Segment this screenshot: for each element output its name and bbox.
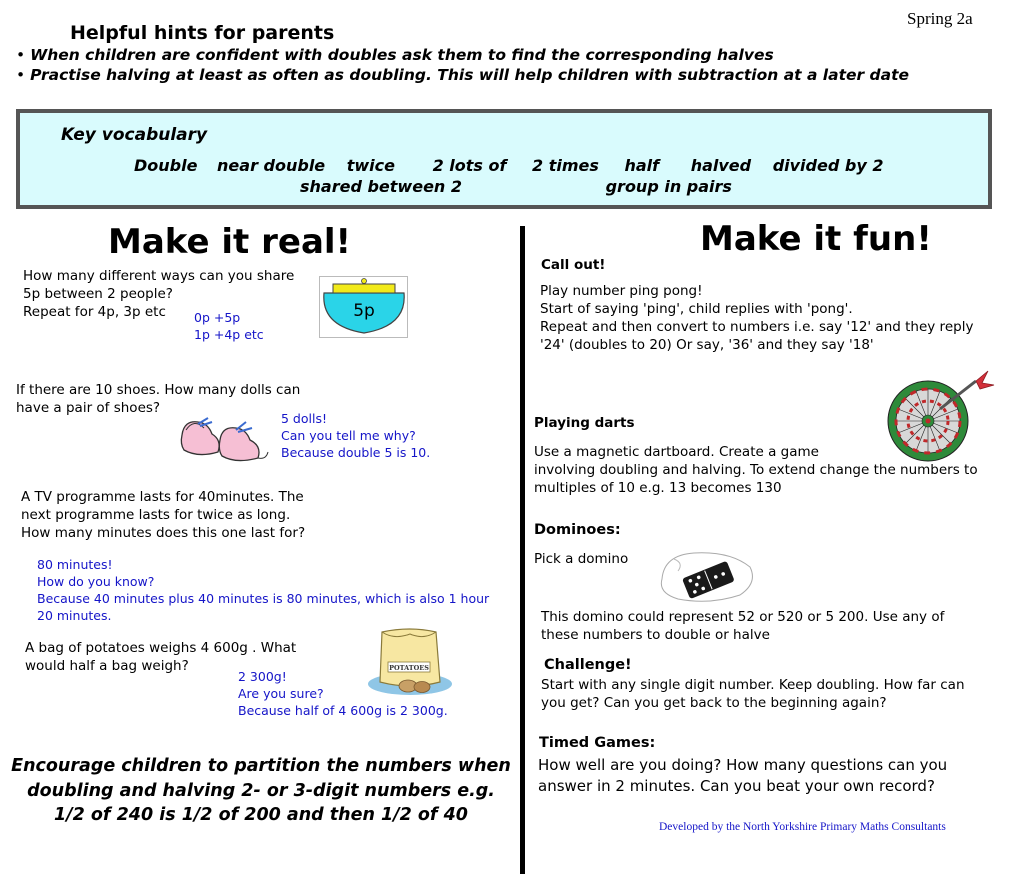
tip-line: doubling and halving 2- or 3-digit numbers e.g. bbox=[27, 780, 495, 801]
shoes-icon bbox=[178, 410, 270, 464]
question-line: How many minutes does this one last for? bbox=[21, 525, 306, 541]
text-line: Repeat and then convert to numbers i.e. say '12' and they reply bbox=[540, 319, 974, 335]
call-out-text bbox=[540, 282, 973, 354]
vocab-word: divided by 2 bbox=[772, 156, 884, 175]
question-line: next programme lasts for twice as long. bbox=[21, 507, 291, 523]
text-line: these numbers to double or halve bbox=[541, 627, 770, 643]
dominoes-intro: Pick a domino bbox=[534, 551, 629, 567]
potato-bag-label: POTATOES bbox=[389, 664, 429, 672]
question-tv-programme bbox=[21, 488, 305, 542]
dominoes-title: Dominoes: bbox=[534, 522, 621, 538]
bullet-glyph: • bbox=[16, 46, 26, 64]
tip-line: Encourage children to partition the numbers when bbox=[11, 756, 511, 776]
challenge-title: Challenge! bbox=[544, 657, 632, 673]
hint-text-2: Practise halving at least as often as doubling. This will help children with subtraction at a later date bbox=[30, 66, 910, 84]
answer-line: Because 40 minutes plus 40 minutes is 80 minutes, which is also 1 hour bbox=[37, 591, 490, 606]
make-it-fun-heading: Make it fun! bbox=[700, 219, 932, 259]
make-it-real-heading: Make it real! bbox=[108, 222, 352, 262]
corner-label: Spring 2a bbox=[907, 9, 973, 28]
credit-line: Developed by the North Yorkshire Primary Maths Consultants bbox=[659, 821, 946, 833]
challenge-text bbox=[541, 676, 965, 712]
vocab-word: 2 lots of bbox=[432, 156, 507, 175]
timed-games-text bbox=[538, 755, 947, 797]
hint-bullet-1 bbox=[16, 46, 774, 64]
vocabulary-row-2 bbox=[300, 177, 732, 196]
page-title: Helpful hints for parents bbox=[70, 22, 335, 44]
text-line: How well are you doing? How many questions can you bbox=[538, 756, 948, 774]
vocab-word: half bbox=[624, 156, 660, 175]
text-line: '24' (doubles to 20) Or say, '36' and they say '18' bbox=[540, 337, 874, 353]
question-line: If there are 10 shoes. How many dolls can bbox=[16, 382, 301, 398]
text-line: Use a magnetic dartboard. Create a game bbox=[534, 444, 819, 460]
answer-potatoes bbox=[238, 668, 448, 719]
answer-line: Because double 5 is 10. bbox=[281, 445, 431, 460]
call-out-title: Call out! bbox=[541, 257, 606, 273]
answer-line: 1p +4p etc bbox=[194, 327, 264, 342]
darts-text bbox=[534, 443, 978, 497]
question-line: A bag of potatoes weighs 4 600g . What bbox=[25, 640, 297, 656]
hint-bullet-2 bbox=[16, 66, 909, 84]
answer-line: How do you know? bbox=[37, 574, 155, 589]
answer-line: 20 minutes. bbox=[37, 608, 112, 623]
domino-icon bbox=[654, 549, 758, 603]
answer-shoes bbox=[281, 410, 430, 461]
text-line: Start with any single digit number. Keep doubling. How far can bbox=[541, 677, 965, 693]
answer-tv-programme bbox=[37, 556, 489, 624]
vocab-word: shared between 2 bbox=[300, 177, 463, 196]
answer-line: Because half of 4 600g is 2 300g. bbox=[238, 703, 448, 718]
text-line: Start of saying 'ping', child replies with 'pong'. bbox=[540, 301, 853, 317]
vocab-word: group in pairs bbox=[605, 177, 732, 196]
text-line: answer in 2 minutes. Can you beat your own record? bbox=[538, 777, 935, 795]
column-divider bbox=[520, 226, 525, 874]
answer-share-pennies bbox=[194, 309, 264, 343]
text-line: involving doubling and halving. To extend change the numbers to bbox=[534, 462, 978, 478]
answer-line: 0p +5p bbox=[194, 310, 241, 325]
text-line: you get? Can you get back to the beginning again? bbox=[541, 695, 887, 711]
vocab-word: halved bbox=[690, 156, 752, 175]
text-line: This domino could represent 52 or 520 or 5 200. Use any of bbox=[541, 609, 945, 625]
timed-games-title: Timed Games: bbox=[539, 735, 656, 751]
question-line: How many different ways can you share bbox=[23, 268, 295, 284]
vocab-word: 2 times bbox=[532, 156, 599, 175]
text-line: multiples of 10 e.g. 13 becomes 130 bbox=[534, 480, 782, 496]
question-line: 5p between 2 people? bbox=[23, 286, 173, 302]
answer-line: 5 dolls! bbox=[281, 411, 327, 426]
question-line: A TV programme lasts for 40minutes. The bbox=[21, 489, 304, 505]
tip-line: 1/2 of 240 is 1/2 of 200 and then 1/2 of 40 bbox=[54, 805, 468, 825]
partition-tip bbox=[8, 754, 514, 828]
vocab-word: Double bbox=[134, 156, 198, 175]
purse-label: 5p bbox=[353, 301, 375, 321]
text-line: Play number ping pong! bbox=[540, 283, 703, 299]
answer-line: Can you tell me why? bbox=[281, 428, 416, 443]
answer-line: 2 300g! bbox=[238, 669, 287, 684]
vocab-word: near double bbox=[217, 156, 326, 175]
answer-line: Are you sure? bbox=[238, 686, 324, 701]
dominoes-text bbox=[541, 608, 944, 644]
question-line: have a pair of shoes? bbox=[16, 400, 161, 416]
vocabulary-title: Key vocabulary bbox=[61, 125, 208, 145]
answer-line: 80 minutes! bbox=[37, 557, 113, 572]
vocab-word: twice bbox=[346, 156, 395, 175]
bullet-glyph: • bbox=[16, 66, 26, 84]
hint-text-1: When children are confident with doubles ask them to find the corresponding halves bbox=[30, 46, 774, 64]
darts-title: Playing darts bbox=[534, 415, 635, 431]
vocabulary-row-1 bbox=[134, 156, 883, 175]
purse-icon bbox=[319, 276, 409, 338]
question-line: Repeat for 4p, 3p etc bbox=[23, 304, 166, 320]
question-line: would half a bag weigh? bbox=[25, 658, 189, 674]
